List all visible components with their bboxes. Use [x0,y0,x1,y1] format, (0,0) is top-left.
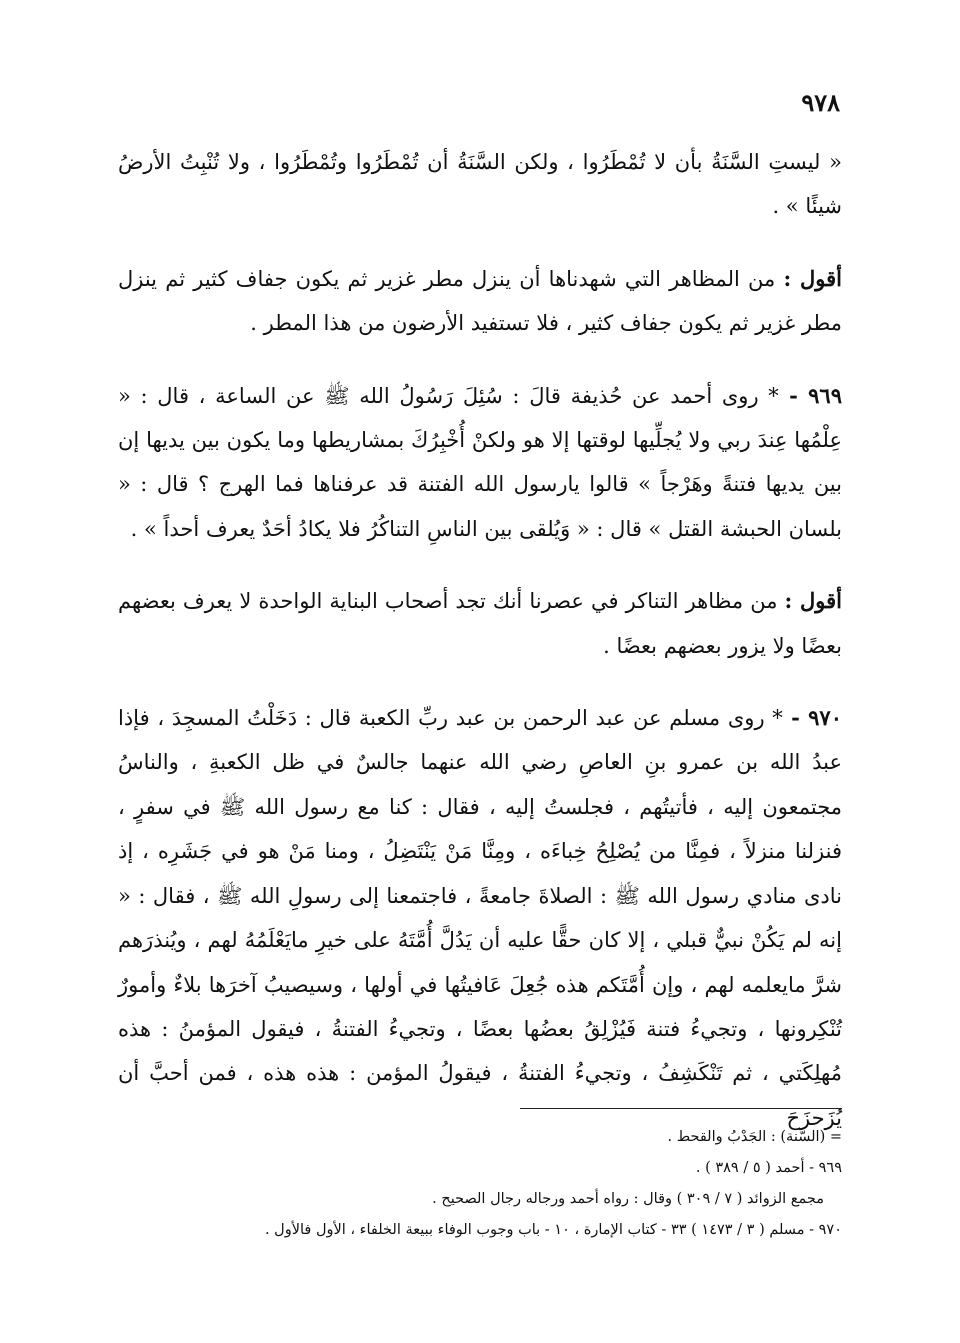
hadith-number: ٩٦٩ - [778,382,842,408]
footnote-1: = (السَّنة) : الجَدْبُ والقحط . [667,1129,842,1145]
paragraph-text: * روى مسلم عن عبد الرحمن بن عبد ربِّ الكعبة قال : دَخَلْتُ المسجِدَ ، فإذا عبدُ الله بن عمرو بنِ العاصِ رضي الله عنهما جالسٌ في ظل الكعبةِ ، والناسُ مجتمعون إليه ، فأتيتُهم ، فجلستُ إليه ، فقال : كنا مع رسول الله ﷺ في سفرٍ ، فنزلنا منزلاً ، فمِنَّا من يُصْلِحُ خِباءَه ، ومِنَّا مَنْ يَنْتَضِلُ ، ومنا مَنْ هو في جَشَرِه ، إذ نادى منادي رسول الله ﷺ : الصلاةَ جامعةً ، فاجتمعنا إلى رسولِ الله ﷺ ، فقال : « إنه لم يَكُنْ نبيٌّ قبلي ، إلا كان حقًّا عليه أن يَدُلَّ أُمَّتَهُ على خيرِ مايَعْلَمُهُ لهم ، ويُنذرَهم شرَّ مايعلمه لهم ، وإن أُمَّتَكم هذه جُعِلَ عَافيتُها في أولها ، وسيصيبُ آخرَها بلاءٌ وأمورٌ تُنْكِرونها ، وتجيءُ فتنة فَيُزْلِقُ بعضُها بعضًا ، وتجيءُ الفتنةُ ، فيقول المؤمنُ : هذه مُهلِكَتي ، ثم تَنْكَشِفُ ، وتجيءُ الفتنةُ ، فيقولُ المؤمن : هذه هذه ، فمن أحبَّ أن يُزَحزَحَ [118,706,842,1130]
footnotes [118,1122,842,1246]
footnote-2: ٩٦٩ - أحمد ( ٥ / ٣٨٩ ) . [695,1160,842,1176]
paragraph-1 [118,140,842,229]
paragraph-2 [118,257,842,346]
paragraph-lead: أقول : [783,265,842,291]
paragraph-text: من المظاهر التي شهدناها أن ينزل مطر غزير ثم يكون جفاف كثير ثم ينزل مطر غزير ثم يكون جفاف كثير ، فلا تستفيد الأرضون من هذا المطر . [118,266,842,336]
paragraph-text: « ليستِ السَّنَةُ بأن لا تُمْطَرُوا ، ولكن السَّنَةُ أن تُمْطَرُوا وتُمْطَرُوا ، ولا تُنْبِتُ الأرضُ شيئًا » . [118,150,842,219]
hadith-969 [118,374,842,552]
paragraph-text: * روى أحمد عن حُذيفة قالَ : سُئِلَ رَسُولُ الله ﷺ عن الساعة ، قال : « عِلْمُها عِندَ ربي ولا يُجلِّيها لوقتها إلا هو ولكنْ أُخْبِرُكَ بمشاريطها وما يكون بين يديها إن بين يديها فتنةً وهَرْجاً » قالوا يارسول الله الفتنة قد عرفناها فما الهرج ؟ قال : « بلسان الحبشة القتل » قال : « وَيُلقى بين الناسِ التناكُرُ فلا يكادُ أحَدٌ يعرف أحداً » . [118,383,842,541]
main-text [118,140,842,1168]
hadith-number: ٩٧٠ - [782,705,842,731]
paragraph-text: من مظاهر التناكر في عصرنا أنك تجد أصحاب البناية الواحدة لا يعرف بعضهم بعضًا ولا يزور بعضهم بعضًا . [118,589,842,658]
hadith-970 [118,696,842,1140]
footnote-4: ٩٧٠ - مسلم ( ٣ / ١٤٧٣ ) ٣٣ - كتاب الإمارة ، ١٠ - باب وجوب الوفاء ببيعة الخلفاء ، الأول فالأول . [264,1222,842,1238]
paragraph-4 [118,579,842,668]
footnote-divider [520,1108,842,1109]
paragraph-lead: أقول : [784,588,842,614]
page-number: ٩٧٨ [801,88,840,117]
footnote-3: مجمع الزوائد ( ٧ / ٣٠٩ ) وقال : رواه أحمد ورجاله رجال الصحيح . [432,1191,824,1207]
